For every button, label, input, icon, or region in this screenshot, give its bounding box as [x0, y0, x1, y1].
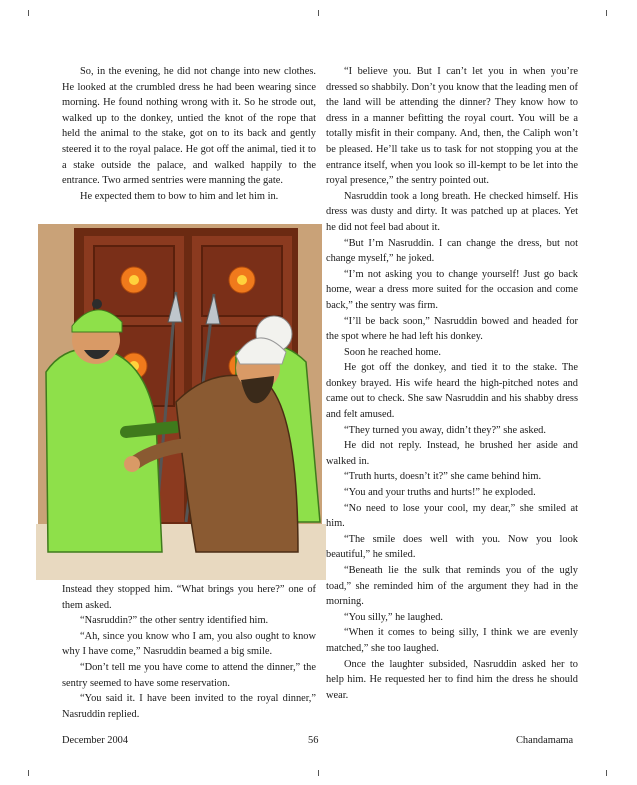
left-column-top [62, 64, 316, 204]
paragraph: “The smile does well with you. Now you look beautiful,” he smiled. [326, 533, 578, 561]
crop-mark [606, 770, 607, 776]
page-number: 56 [308, 735, 319, 746]
paragraph: Soon he reached home. [344, 346, 441, 358]
paragraph: “I’m not asking you to change yourself! Just go back home, wear a dress more suited for the occasion and come back,” the sentry was firm. [326, 268, 578, 311]
paragraph: “Don’t tell me you have come to attend the dinner,” the sentry seemed to have some reservation. [62, 661, 316, 689]
paragraph: Nasruddin took a long breath. He checked himself. His dress was dusty and dirty. It was patched up at places. Yet he did not feel bad about it. [326, 190, 578, 233]
crop-mark [318, 770, 319, 776]
crop-mark [28, 10, 29, 16]
paragraph: He did not reply. Instead, he brushed her aside and walked in. [326, 440, 578, 467]
crop-mark [28, 770, 29, 776]
paragraph: “Ah, since you know who I am, you also ought to know why I have come,” Nasruddin beamed a big smile. [62, 630, 316, 658]
paragraph: “I believe you. But I can’t let you in when you’re dressed so shabbily. Don’t you know that the leading men of the land will be attending the dinner? They know how to dress in a manner befitting the royal court. You will be a totally misfit in their company. And, then, the Caliph won’t be pleased. He’ll take us to task for not stopping you at the entrance itself, when you look so ill-kempt to be let into the royal presence,” the sentry pointed out. [326, 66, 578, 187]
paragraph: “But I’m Nasruddin. I can change the dress, but not change myself,” he joked. [326, 237, 578, 265]
paragraph: So, in the evening, he did not change into new clothes. He looked at the crumbled dress he had been wearing since morning. He found nothing wrong with it. So he strode out, walked up to the donkey, untied the knot of the rope that held the animal to the stake, got on to its back and gently steered it to the royal palace. He got off the animal, tied it to a stake outside the palace, and walked happily to the entrance. Two armed sentries were manning the gate. [62, 66, 316, 187]
crop-mark [606, 10, 607, 16]
paragraph: “They turned you away, didn’t they?” she asked. [344, 424, 546, 436]
paragraph: “Nasruddin?” the other sentry identified him. [80, 615, 269, 627]
paragraph: He got off the donkey, and tied it to the stake. The donkey brayed. His wife heard the high-pitched notes and came out to check. She saw Nasruddin and his shabby dress and felt amused. [326, 362, 578, 421]
paragraph: Once the laughter subsided, Nasruddin asked her to help him. He requested her to find him the dress he should wear. [326, 658, 578, 701]
paragraph: “I’ll be back soon,” Nasruddin bowed and headed for the spot where he had left his donkey. [326, 315, 578, 343]
footer-magazine: Chandamama [516, 735, 574, 746]
paragraph: “Truth hurts, doesn’t it?” she came behind him. [344, 471, 542, 483]
paragraph: “When it comes to being silly, I think we are evenly matched,” she too laughed. [326, 627, 578, 654]
footer-date: December 2004 [62, 735, 129, 746]
paragraph: Instead they stopped him. “What brings you here?” one of them asked. [62, 584, 316, 611]
paragraph: “You silly,” he laughed. [344, 611, 443, 623]
paragraph: “You and your truths and hurts!” he exploded. [344, 487, 536, 499]
paragraph: “You said it. I have been invited to the royal dinner,” Nasruddin replied. [62, 693, 316, 720]
crop-mark [318, 10, 319, 16]
paragraph: He expected them to bow to him and let him in. [80, 190, 279, 202]
paragraph: “No need to lose your cool, my dear,” she smiled at him. [326, 502, 578, 530]
paragraph: “Beneath lie the sulk that reminds you of the ugly toad,” she reminded him of the argument they had in the morning. [326, 565, 578, 608]
right-column [326, 64, 578, 703]
left-column-bottom [62, 582, 316, 722]
story-illustration [36, 222, 326, 580]
